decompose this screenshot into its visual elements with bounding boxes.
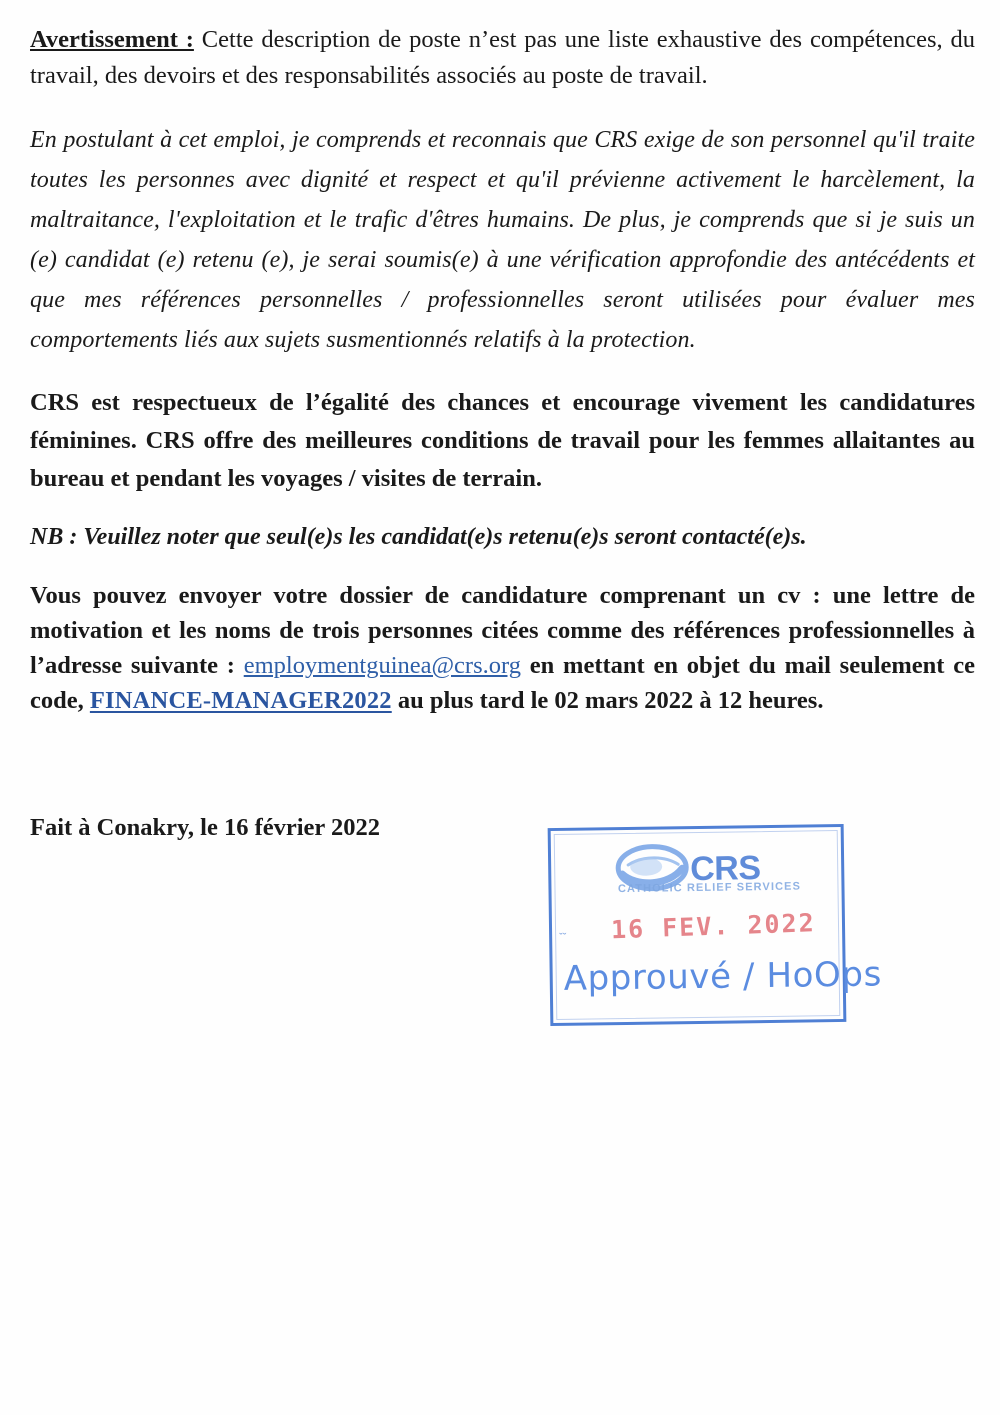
- paragraph-candidature: [30, 578, 975, 718]
- candidature-text-part2: en mettant en objet du mail seulement ce code,: [30, 652, 975, 714]
- stamp-tick-mark: ˇˇ: [559, 931, 567, 944]
- avertissement-label: Avertissement :: [30, 26, 194, 53]
- job-code-link[interactable]: FINANCE-MANAGER2022: [89, 687, 392, 714]
- paragraph-egalite-des-chances: CRS est respectueux de l’égalité des chances et encourage vivement les candidatures féminines. CRS offre des meilleures conditions de travail pour les femmes allaitantes au bureau et pendant les voyages / visites de terrain.: [30, 389, 975, 492]
- paragraph-engagement: En postulant à cet emploi, je comprends et reconnais que CRS exige de son personnel qu'il traite toutes les personnes avec dignité et respect et qu'il prévienne activement le harcèlement, la maltraitance, l'exploitation et le trafic d'êtres humains. De plus, je comprends que si je suis un (e) candidat (e) retenu (e), je serai soumis(e) à une vérification approfondie des antécédents et que mes références personnelles / professionnelles seront utilisées pour évaluer mes comportements liés aux sujets susmentionnés relatifs à la protection.: [30, 127, 975, 353]
- stamp-tagline: CATHOLIC RELIEF SERVICES: [617, 880, 802, 896]
- paragraph-nb: NB : Veuillez noter que seul(e)s les candidat(e)s retenu(e)s seront contacté(e)s.: [30, 524, 807, 550]
- stamp-approval-text: Approuvé / HoOps: [563, 954, 883, 999]
- stamp-date: 16 FEV. 2022: [610, 908, 817, 945]
- candidature-text-part1: Vous pouvez envoyer votre dossier de candidature comprenant un cv : une lettre de motivation et les noms de trois personnes citées comme des références professionnelles à l’adresse suivante :: [30, 582, 975, 679]
- candidature-text-part3: au plus tard le 02 mars 2022 à 12 heures.: [397, 687, 824, 714]
- document-body: [30, 22, 975, 718]
- paragraph-avertissement: [30, 22, 975, 94]
- svg-text:CRS: CRS: [689, 849, 761, 889]
- avertissement-text: Cette description de poste n’est pas une liste exhaustive des compétences, du travail, des devoirs et des responsabilités associés au poste de travail.: [30, 26, 976, 89]
- place-and-date: Fait à Conakry, le 16 février 2022: [30, 813, 380, 841]
- application-email-link[interactable]: employmentguinea@crs.org: [243, 652, 521, 679]
- approval-stamp: [548, 824, 883, 1026]
